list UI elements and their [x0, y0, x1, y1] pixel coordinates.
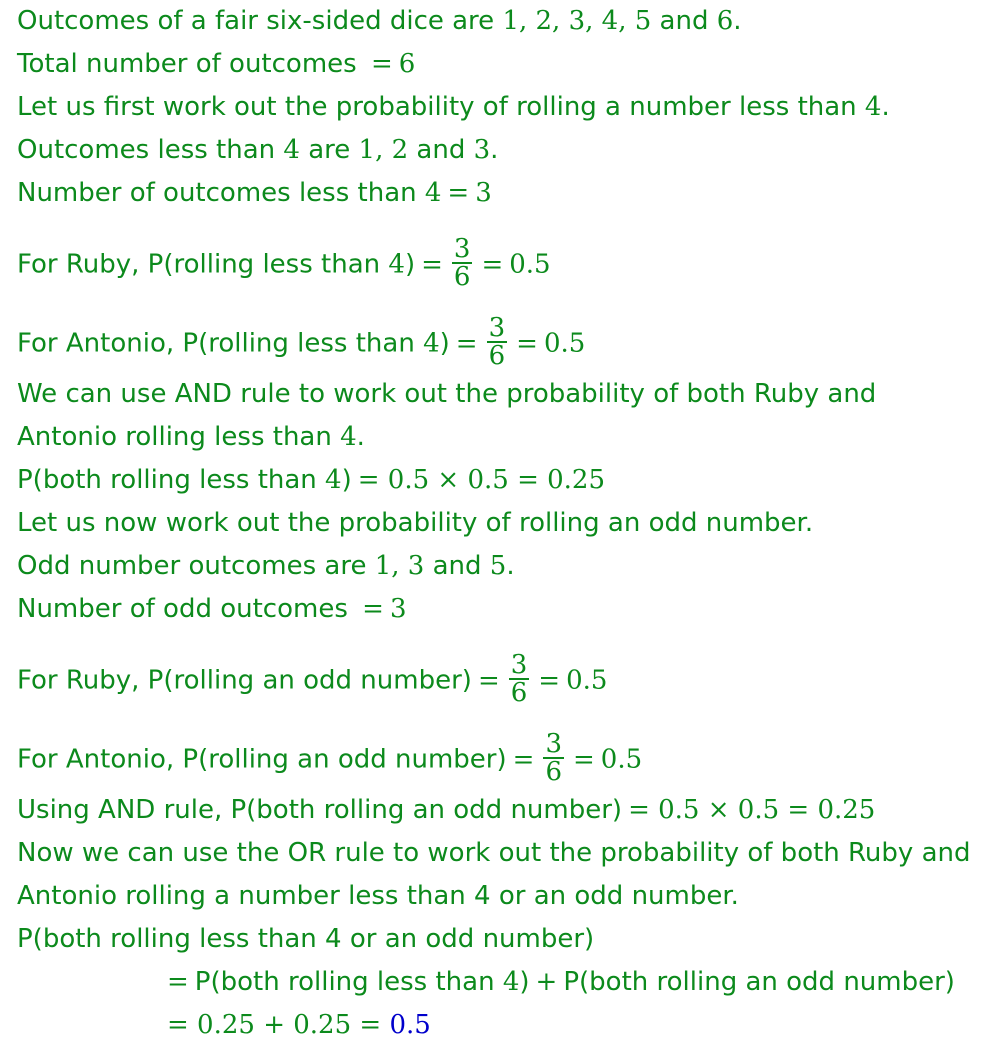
text: Number of outcomes less than — [17, 178, 425, 208]
line-or-rule-intro — [17, 836, 970, 870]
numerator: 3 — [510, 650, 528, 680]
equals-sign: = — [362, 594, 384, 624]
text: and — [424, 551, 490, 581]
text: Let us first work out the probability of rolling a number less than — [17, 92, 865, 122]
line-combined-probability — [17, 922, 594, 956]
text: Outcomes less than — [17, 135, 284, 165]
math: 6 — [716, 6, 734, 36]
text: ) — [404, 249, 416, 280]
text: Using AND rule, P(both rolling an odd number) — [17, 795, 623, 825]
math: 3 — [473, 135, 491, 165]
text: P(both rolling less than — [194, 967, 503, 997]
equals-sign: = — [455, 328, 478, 359]
math: 3 — [389, 594, 407, 624]
equals-sign: = — [167, 967, 189, 997]
math: 6 — [398, 49, 416, 79]
equals-sign: = — [421, 249, 443, 280]
math: 5 — [489, 551, 507, 581]
text: . — [490, 135, 499, 165]
math-expression: = 0.25 + 0.25 = — [167, 1010, 390, 1040]
text: We can use AND rule to work out the probability of both Ruby and — [17, 379, 877, 409]
text: and — [408, 135, 474, 165]
denominator: 6 — [545, 757, 562, 787]
equals-sign: = — [370, 49, 393, 79]
line-outcomes-list — [17, 4, 742, 38]
line-number-odd-outcomes — [17, 592, 406, 626]
math: 4 — [864, 92, 882, 122]
text: Odd number outcomes are — [17, 551, 375, 581]
denominator: 6 — [510, 678, 528, 708]
text: For Antonio, P(rolling an odd number) — [17, 744, 507, 775]
text: Let us now work out the probability of rolling an odd number. — [17, 508, 814, 538]
line-odd-probability-intro — [17, 506, 813, 540]
line-or-rule-continued — [17, 879, 739, 913]
numerator: 3 — [488, 313, 506, 343]
equals-sign: = — [447, 178, 470, 208]
denominator: 6 — [453, 262, 471, 292]
text: P(both rolling an odd number) — [563, 967, 955, 997]
line-number-less-than-4 — [17, 176, 492, 210]
math: 1, 2, 3, 4, 5 — [502, 6, 652, 36]
line-combined-sum — [167, 965, 955, 999]
text: For Antonio, P(rolling less than — [17, 328, 424, 359]
line-both-odd — [17, 793, 875, 827]
math: 1, 3 — [374, 551, 425, 581]
plus-sign: + — [535, 967, 558, 997]
equals-sign: = — [538, 665, 561, 696]
math: 0.5 — [543, 328, 586, 359]
solution-document — [17, 0, 992, 1050]
text: . — [733, 6, 742, 36]
line-first-probability-intro — [17, 90, 890, 124]
text: P(both rolling less than — [17, 465, 326, 495]
denominator: 6 — [488, 341, 506, 371]
math: 0.5 — [509, 249, 551, 280]
text: P(both rolling less than 4 or an odd number) — [17, 924, 595, 954]
math: 4 — [424, 178, 442, 208]
math-expression: = 0.5 × 0.5 = 0.25 — [628, 795, 876, 825]
math: 4 — [502, 967, 520, 997]
text: ) — [439, 328, 450, 359]
math: 4 — [325, 465, 342, 495]
math: 0.5 — [600, 744, 643, 775]
text: are — [299, 135, 359, 165]
text: ) — [519, 967, 530, 997]
text: Number of odd outcomes — [17, 594, 357, 624]
text: Now we can use the OR rule to work out the probability of both Ruby and — [17, 838, 971, 868]
math: 0.5 — [566, 665, 608, 696]
text: and — [651, 6, 717, 36]
line-both-less-than-4 — [17, 463, 605, 497]
text: For Ruby, P(rolling an odd number) — [17, 665, 472, 696]
math: 1, 2 — [358, 135, 409, 165]
math: 4 — [423, 328, 440, 359]
line-antonio-less-than-4 — [17, 313, 586, 371]
line-ruby-odd — [17, 650, 608, 708]
text: . — [506, 551, 515, 581]
line-final-answer — [167, 1008, 431, 1042]
line-ruby-less-than-4 — [17, 234, 551, 292]
equals-sign: = — [572, 744, 595, 775]
equals-sign: = — [516, 328, 538, 359]
line-odd-outcomes — [17, 549, 515, 583]
equals-sign: = — [512, 744, 535, 775]
equals-sign: = — [481, 249, 504, 280]
line-antonio-odd — [17, 729, 643, 787]
math-expression: = 0.5 × 0.5 = 0.25 — [357, 465, 606, 495]
math: 3 — [475, 178, 492, 208]
math: 4 — [388, 249, 405, 280]
fraction — [452, 236, 473, 290]
line-outcomes-less-than-4 — [17, 133, 498, 167]
text: ) — [341, 465, 352, 495]
text: . — [356, 422, 365, 452]
math: 4 — [340, 422, 357, 452]
fraction — [487, 315, 508, 369]
numerator: 3 — [453, 234, 471, 264]
equals-sign: = — [477, 665, 500, 696]
fraction — [509, 652, 530, 706]
text: For Ruby, P(rolling less than — [17, 249, 389, 280]
text: Antonio rolling a number less than 4 or an odd number. — [17, 881, 739, 911]
final-answer: 0.5 — [389, 1010, 431, 1040]
text: Antonio rolling less than — [17, 422, 341, 452]
numerator: 3 — [545, 729, 562, 759]
line-antonio-rolling-less — [17, 420, 365, 454]
text: Total number of outcomes — [17, 49, 365, 79]
math: 4 — [283, 135, 300, 165]
fraction — [543, 731, 564, 785]
line-and-rule-intro — [17, 377, 876, 411]
text: Outcomes of a fair six-sided dice are — [17, 6, 503, 36]
text: . — [881, 92, 890, 122]
line-total-outcomes — [17, 47, 415, 81]
